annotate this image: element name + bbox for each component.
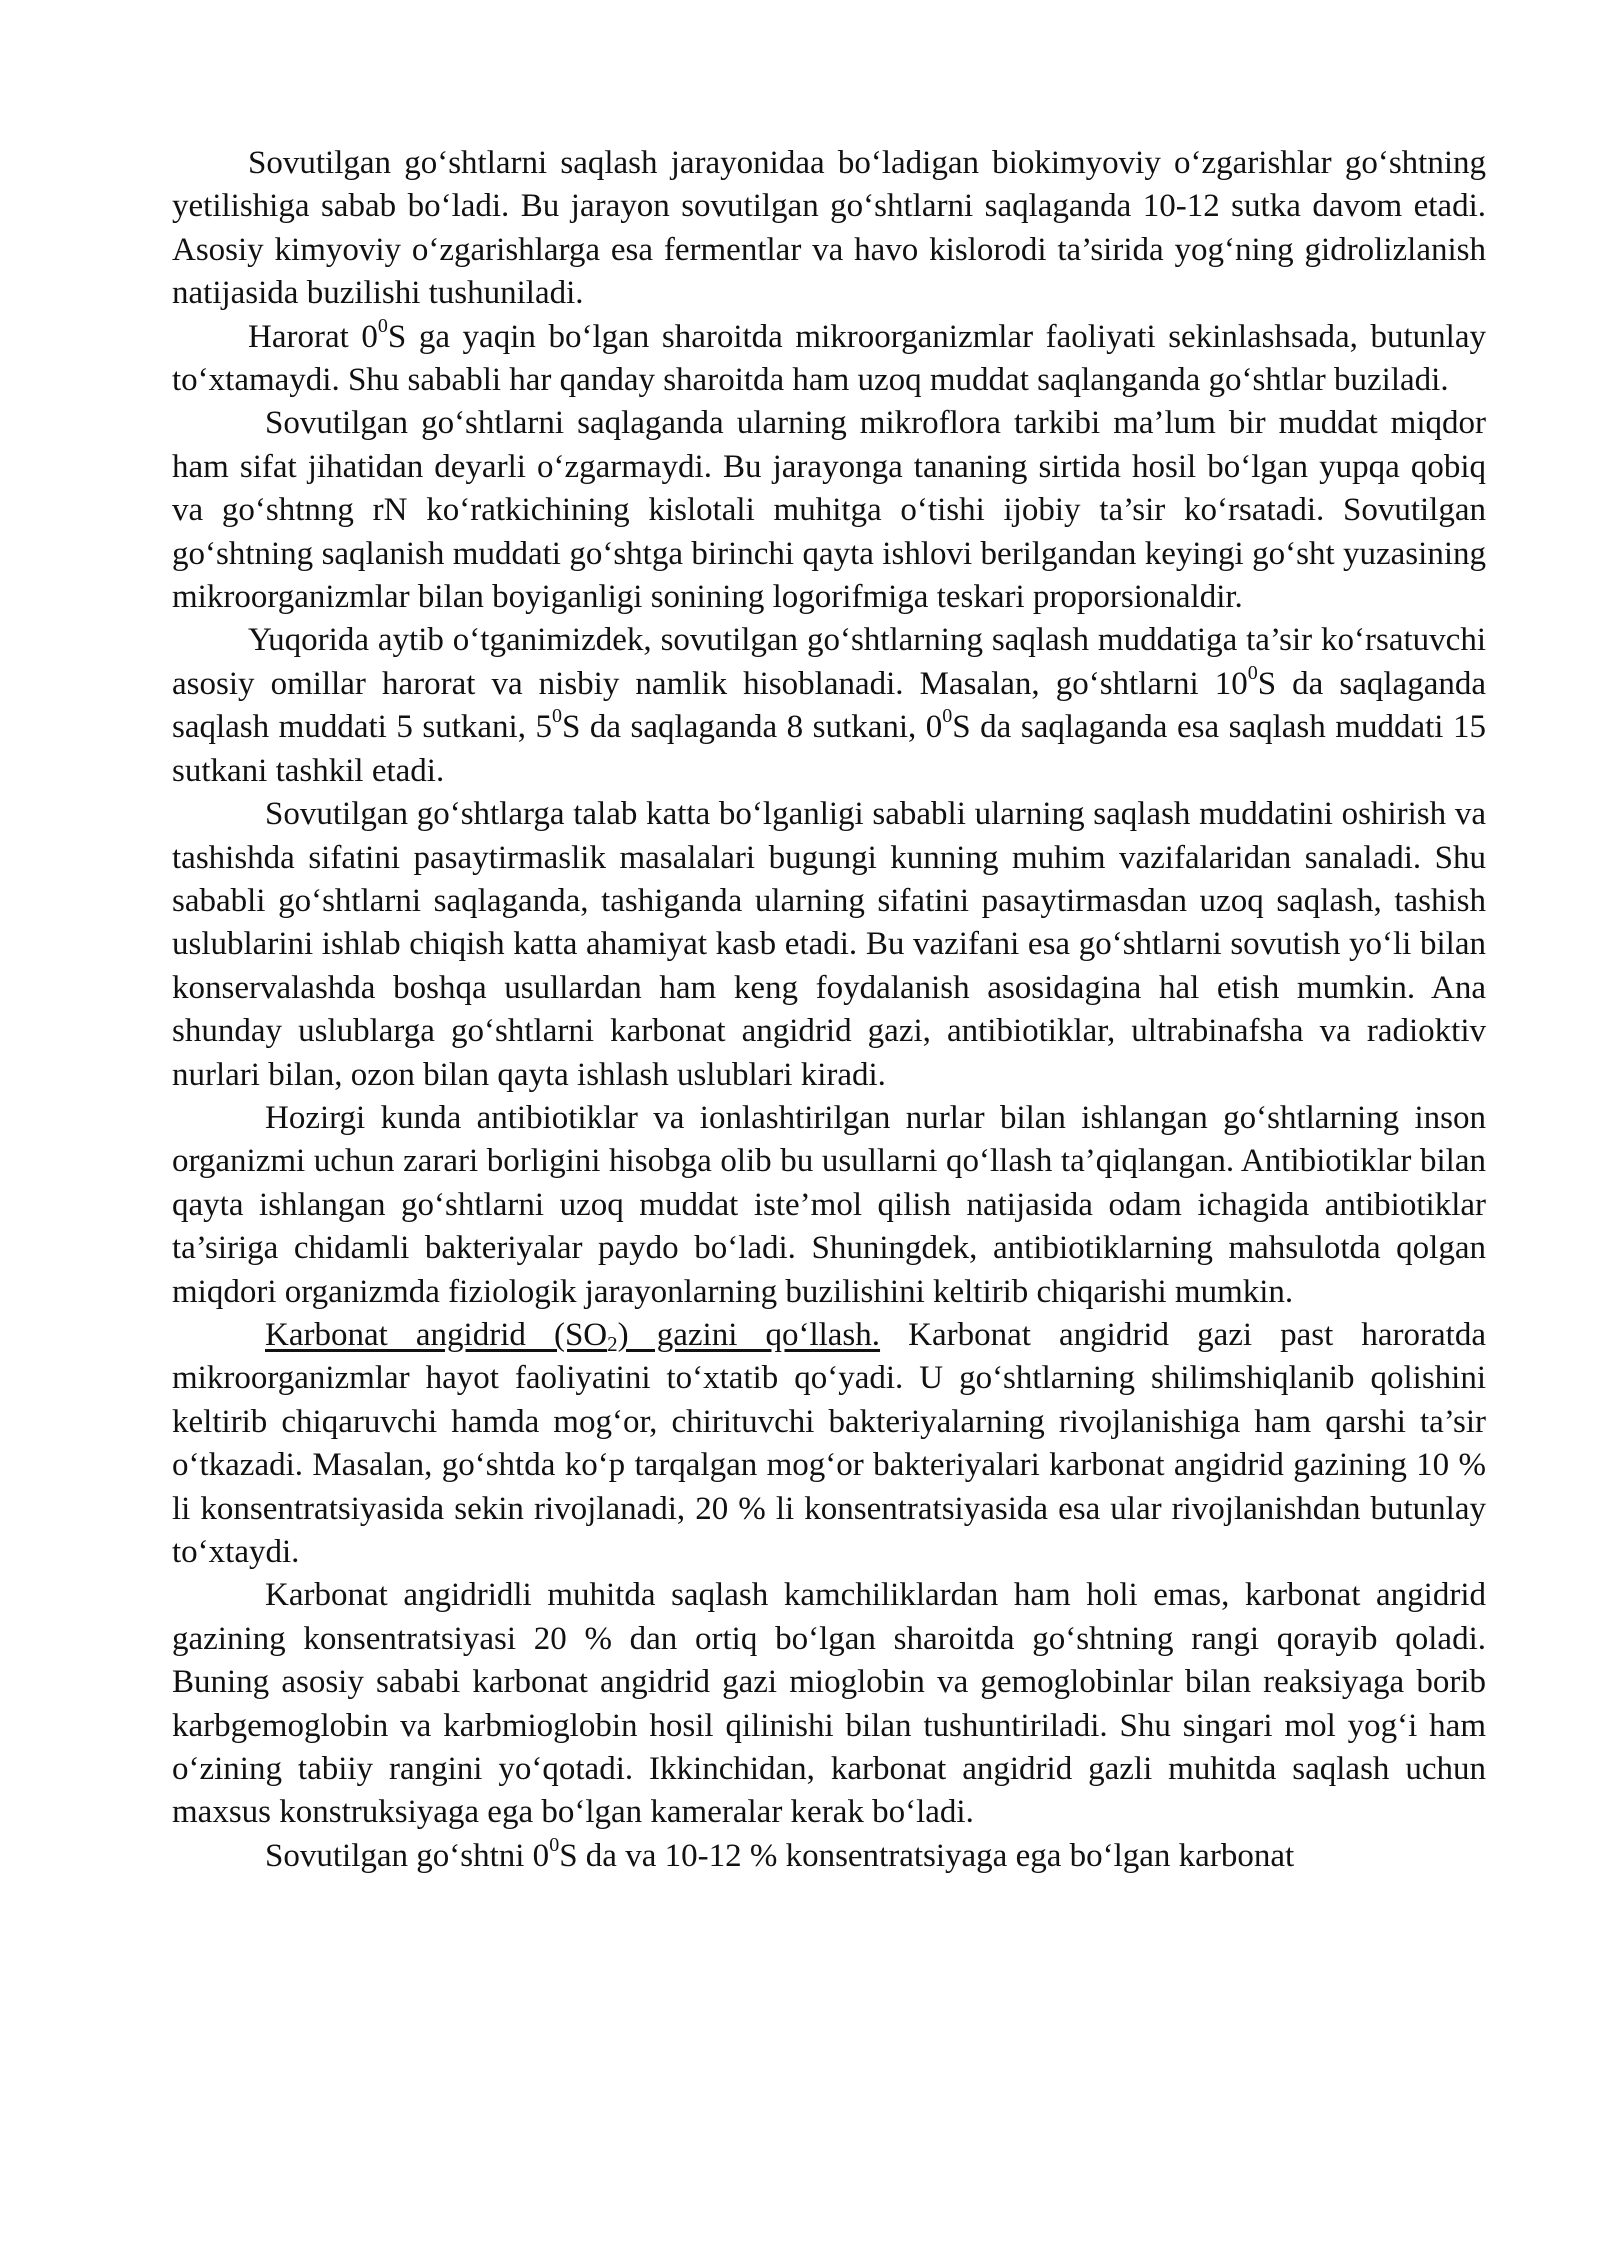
superscript: 0 <box>942 705 953 728</box>
superscript: 0 <box>549 1833 560 1856</box>
text-run: Harorat 0 <box>248 318 378 355</box>
superscript: 0 <box>1247 661 1258 684</box>
text-run: Sovutilgan go‘shtni 0 <box>265 1837 550 1874</box>
text-run: S da saqlaganda 8 sutkani, 0 <box>561 709 943 746</box>
paragraph-6: Hozirgi kunda antibiotiklar va ionlashtirilgan nurlar bilan ishlangan go‘shtlarning inson organizmi uchun zarari borligini hisobga olib bu usullarni qo‘llash ta’qiqlangan. Antibiotiklar bilan qayta ishlangan go‘shtlarni uzoq muddat iste’mol qilish natijasida odam ichagida antibiotiklar ta’siriga chidamli bakteriyalar paydo bo‘ladi. Shuningdek, antibiotiklarning mahsulotda qolgan miqdori organizmda fiziologik jarayonlarning buzilishini keltirib chiqarishi mumkin. <box>172 1099 1486 1310</box>
heading-run: Karbonat angidrid (SO <box>265 1316 608 1353</box>
paragraph-7 <box>172 1314 1486 1574</box>
text-run: S da va 10-12 % konsentratsiyaga ega bo‘lgan karbonat <box>559 1837 1295 1874</box>
paragraph-2 <box>172 316 1486 403</box>
paragraph-5: Sovutilgan go‘shtlarga talab katta bo‘lganligi sababli ularning saqlash muddatini oshirish va tashishda sifatini pasaytirmaslik masalalari bugungi kunning muhim vazifalaridan sanaladi. Shu sababli go‘shtlarni saqlaganda, tashiganda ularning sifatini pasaytirmasdan uzoq saqlash, tashish uslublarini ishlab chiqish katta ahamiyat kasb etadi. Bu vazifani esa go‘shtlarni sovutish yo‘li bilan konservalashda boshqa usullardan ham keng foydalanish asosidagina hal etish mumkin. Ana shunday uslublarga go‘shtlarni karbonat angidrid gazi, antibiotiklar, ultrabinafsha va radioktiv nurlari bilan, ozon bilan qayta ishlash uslublari kiradi. <box>172 796 1486 1093</box>
text-run: S ga yaqin bo‘lgan sharoitda mikroorganizmlar faoliyati sekinlashsada, butunlay to‘xtamaydi. Shu sababli har qanday sharoitda ham uzoq muddat saqlanganda go‘shtlar buziladi. <box>172 318 1486 399</box>
subscript: 2 <box>607 1331 618 1356</box>
heading-run: ) gazini qo‘llash. <box>617 1316 881 1353</box>
text-run: S da saqlaganda saqlash muddati 5 sutkani, 5 <box>172 665 1487 746</box>
text-run: Karbonat angidrid gazi past haroratda mikroorganizmlar hayot faoliyatini to‘xtatib qo‘yadi. U go‘shtlarning shilimshiqlanib qolishini keltirib chiqaruvchi hamda mog‘or, chirituvchi bakteriyalarning rivojlanishiga ham qarshi ta’sir o‘tkazadi. Masalan, go‘shtda ko‘p tarqalgan mog‘or bakteriyalari karbonat angidrid gazining 10 % li konsentratsiyasida sekin rivojlanadi, 20 % li konsentratsiyasida esa ular rivojlanishdan butunlay to‘xtaydi. <box>172 1316 1486 1570</box>
superscript: 0 <box>377 314 388 337</box>
paragraph-1: Sovutilgan go‘shtlarni saqlash jarayonidaa bo‘ladigan biokimyoviy o‘zgarishlar go‘shtning yetilishiga sabab bo‘ladi. Bu jarayon sovutilgan go‘shtlarni saqlaganda 10-12 sutka davom etadi. Asosiy kimyoviy o‘zgarishlarga esa fermentlar va havo kislorodi ta’sirida yog‘ning gidrolizlanish natijasida buzilishi tushuniladi. <box>172 145 1486 312</box>
paragraph-8: Karbonat angidridli muhitda saqlash kamchiliklardan ham holi emas, karbonat angidrid gazining konsentratsiyasi 20 % dan ortiq bo‘lgan sharoitda go‘shtning rangi qorayib qoladi. Buning asosiy sababi karbonat angidrid gazi mioglobin va gemoglobinlar bilan reaksiyaga borib karbgemoglobin va karbmioglobin hosil qilinishi bilan tushuntiriladi. Shu singari mol yog‘i ham o‘zining tabiiy rangini yo‘qotadi. Ikkinchidan, karbonat angidrid gazli muhitda saqlash uchun maxsus konstruksiyaga ega bo‘lgan kameralar kerak bo‘ladi. <box>172 1577 1486 1831</box>
document-page <box>172 142 1486 1878</box>
text-run: S da saqlaganda esa saqlash muddati 15 sutkani tashkil etadi. <box>172 709 1486 789</box>
text-run: Yuqorida aytib o‘tganimizdek, sovutilgan go‘shtlarning saqlash muddatiga ta’sir ko‘rsatuvchi asosiy omillar harorat va nisbiy namlik hisoblanadi. Masalan, go‘shtlarni 10 <box>172 622 1486 702</box>
paragraph-9 <box>172 1835 1486 1878</box>
superscript: 0 <box>551 705 562 728</box>
paragraph-4 <box>172 619 1486 793</box>
section-heading <box>265 1316 881 1356</box>
paragraph-3: Sovutilgan go‘shtlarni saqlaganda ularning mikroflora tarkibi ma’lum bir muddat miqdor ham sifat jihatidan deyarli o‘zgarmaydi. Bu jarayonga tananing sirtida hosil bo‘lgan yupqa qobiq va go‘shtnng rN ko‘ratkichining kislotali muhitga o‘tishi ijobiy ta’sir ko‘rsatadi. Sovutilgan go‘shtning saqlanish muddati go‘shtga birinchi qayta ishlovi berilgandan keyingi go‘sht yuzasining mikroorganizmlar bilan boyiganligi sonining logorifmiga teskari proporsionaldir. <box>172 405 1486 616</box>
